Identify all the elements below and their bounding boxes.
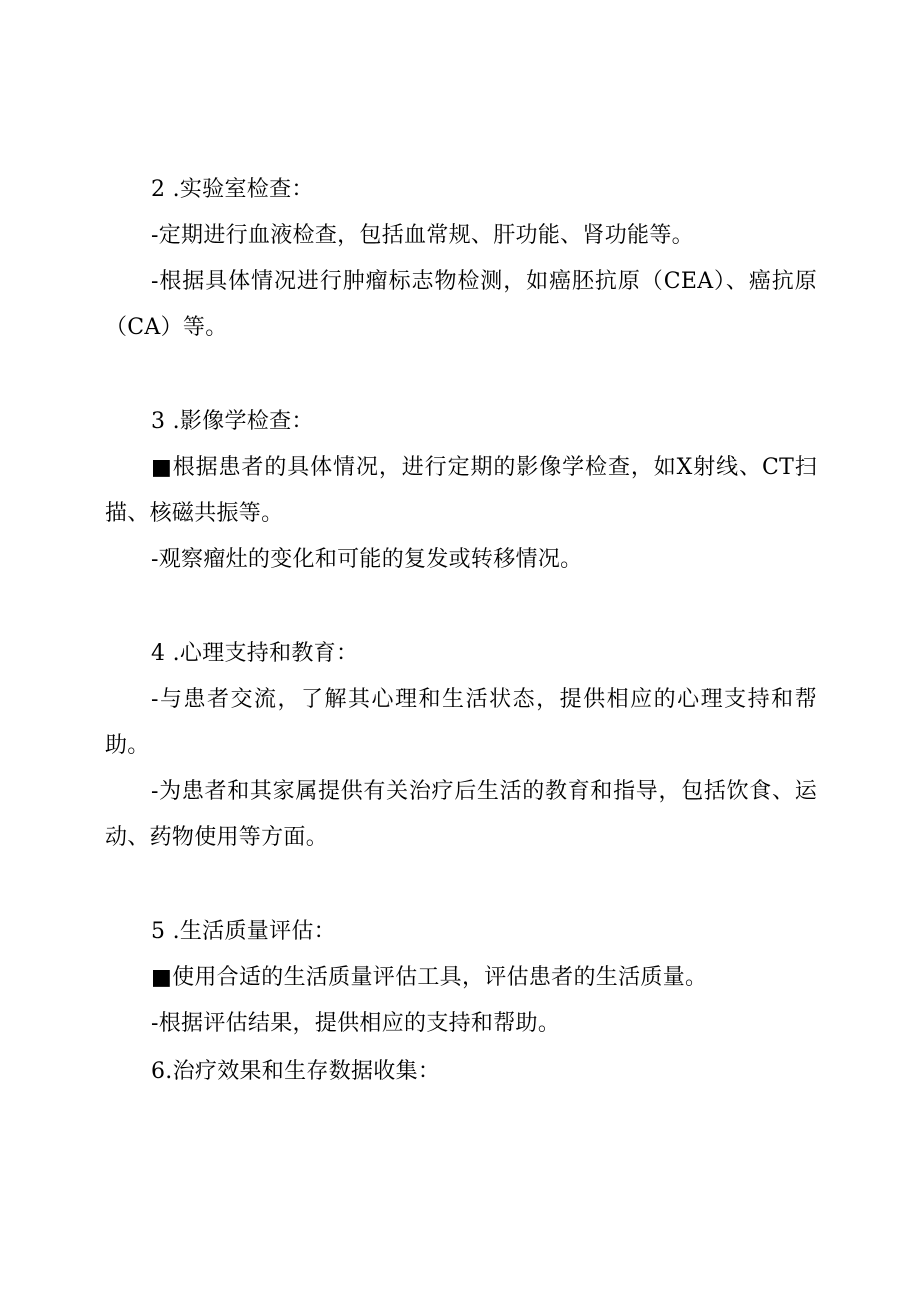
section-spacer (105, 861, 817, 909)
document-body (105, 167, 817, 1095)
section-heading-lab-tests: 2 .实验室检查： (151, 177, 314, 202)
paragraph-imaging-exams: ■根据患者的具体情况，进行定期的影像学检查，如X射线、CT扫描、核磁共振等。 (105, 455, 817, 526)
section-heading-quality-of-life: 5 .生活质量评估： (151, 919, 336, 944)
section-spacer (105, 583, 817, 631)
paragraph-qol-tools: ■使用合适的生活质量评估工具，评估患者的生活质量。 (151, 965, 708, 990)
paragraph-observe-lesions: -观察瘤灶的变化和可能的复发或转移情况。 (151, 547, 583, 572)
paragraph-blood-tests: -定期进行血液检查，包括血常规、肝功能、肾功能等。 (151, 223, 694, 248)
paragraph-family-education: -为患者和其家属提供有关治疗后生活的教育和指导，包括饮食、运动、药物使用等方面。 (105, 779, 817, 850)
section-spacer (105, 351, 817, 399)
paragraph-tumor-markers: -根据具体情况进行肿瘤标志物检测，如癌胚抗原（CEA）、癌抗原（CA）等。 (105, 269, 817, 340)
section-heading-psych-support: 4 .心理支持和教育： (151, 641, 359, 666)
paragraph-patient-communication: -与患者交流，了解其心理和生活状态，提供相应的心理支持和帮助。 (105, 687, 817, 758)
section-heading-imaging: 3 .影像学检查： (151, 409, 314, 434)
section-heading-outcome-data: 6.治疗效果和生存数据收集： (151, 1059, 441, 1084)
paragraph-qol-support: -根据评估结果，提供相应的支持和帮助。 (151, 1011, 561, 1036)
